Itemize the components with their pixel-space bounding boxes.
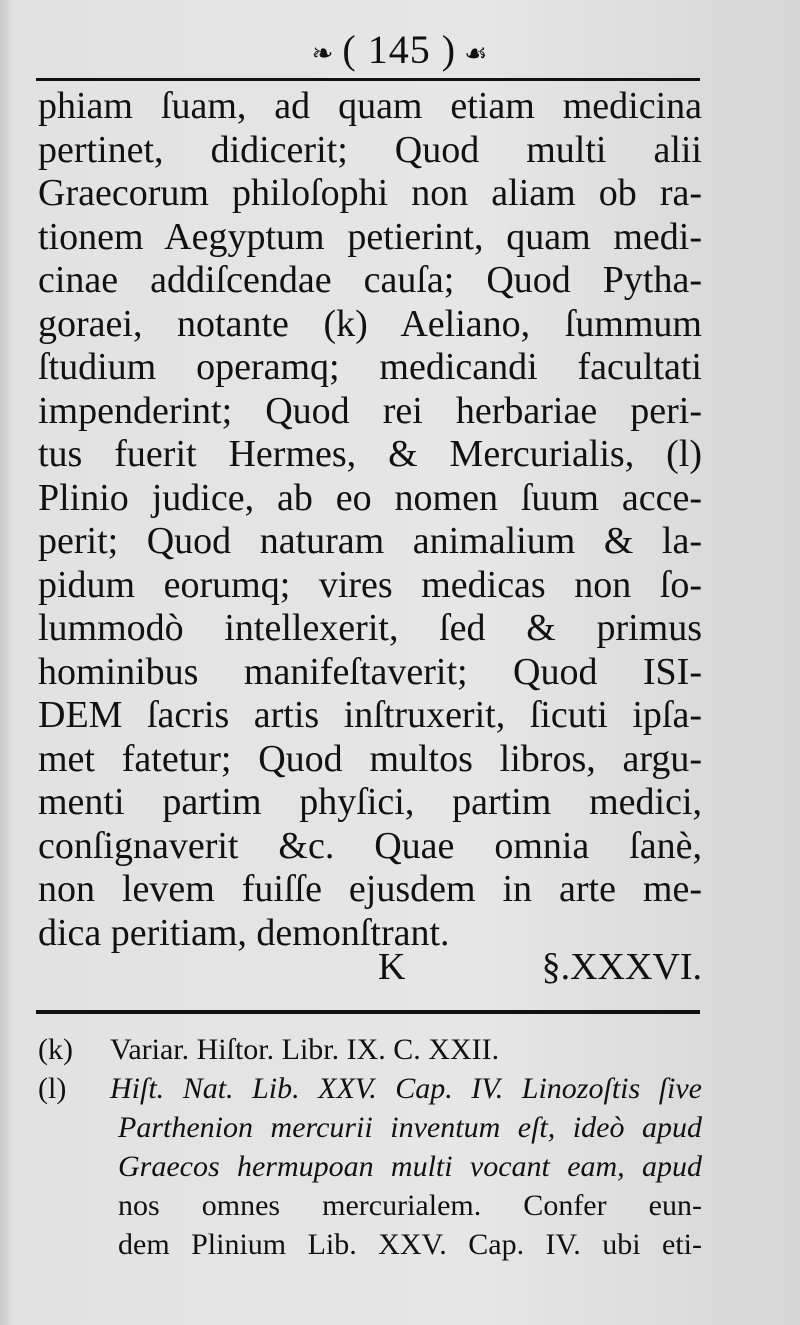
text-line: ſtudium operamq; medicandi facultati (38, 346, 702, 388)
text-line: DEM ſacris artis inſtruxerit, ſicuti ipſa- (38, 694, 702, 736)
text-line: lummodò intellexerit, ſed & primus (38, 607, 702, 649)
text-line: perit; Quod naturam animalium & la- (38, 520, 702, 562)
footnote-text: dem Plinium Lib. XXV. Cap. IV. ubi eti- (118, 1228, 702, 1261)
footnote-k (38, 1030, 702, 1069)
next-section-catchword: §.XXXVI. (541, 946, 702, 988)
footnotes (38, 1030, 702, 1264)
text-line: Plinio judice, ab eo nomen ſuum acce- (38, 476, 702, 519)
footnote-l-continuation (38, 1225, 702, 1264)
text-line: cinae addiſcendae cauſa; Quod Pytha- (38, 259, 702, 301)
catchword-line (38, 944, 702, 990)
text-line: pidum eorumq; vires medicas non ſo- (38, 563, 702, 606)
text-line: non levem fuiſſe ejusdem in arte me- (38, 868, 702, 910)
footnote-l (38, 1069, 702, 1108)
page-header (0, 26, 800, 78)
footnote-l-continuation (38, 1147, 702, 1186)
text-line: tus fuerit Hermes, & Mercurialis, (l) (38, 433, 702, 475)
text-line: dica peritiam, demonſtrant. (38, 911, 450, 954)
header-rule (36, 78, 700, 81)
text-line: tionem Aegyptum petierint, quam medi- (38, 215, 702, 258)
text-line: menti partim phyſici, partim medici, (38, 781, 702, 823)
footnote-l-continuation (38, 1108, 702, 1147)
text-line: conſignaverit &c. Quae omnia ſanè, (38, 824, 702, 867)
text-line: Graecorum philoſophi non aliam ob ra- (38, 172, 702, 214)
text-line: impenderint; Quod rei herbariae peri- (38, 389, 702, 432)
footnote-text: Variar. Hiſtor. Libr. IX. C. XXII. (110, 1033, 500, 1066)
footnote-rule (36, 1010, 700, 1014)
text-line: phiam ſuam, ad quam etiam medicina (38, 85, 702, 127)
footnote-text: Parthenion mercurii inventum eſt, ideò apud (118, 1111, 702, 1144)
text-line: hominibus manifeſtaverit; Quod ISI- (38, 650, 702, 693)
footnote-text: nos omnes mercurialem. Confer eun- (118, 1189, 702, 1222)
left-ornament-icon: ❧ (311, 38, 335, 68)
text-line: pertinet, didicerit; Quod multi alii (38, 128, 702, 171)
right-ornament-icon: ☙ (464, 38, 489, 68)
footnote-mark: (l) (38, 1072, 67, 1105)
footnote-text: Graecos hermupoan multi vocant eam, apud (118, 1150, 702, 1183)
text-line: met fatetur; Quod multos libros, argu- (38, 737, 702, 780)
signature-mark: K (378, 946, 406, 988)
footnote-text: Hiſt. Nat. Lib. XXV. Cap. IV. Linozoſtis ſive (110, 1072, 702, 1105)
page-number: ( 145 ) (342, 27, 457, 72)
footnote-l-continuation (38, 1186, 702, 1225)
footnote-mark: (k) (38, 1033, 73, 1066)
text-line: goraei, notante (k) Aeliano, ſummum (38, 302, 702, 345)
main-text (38, 85, 702, 955)
